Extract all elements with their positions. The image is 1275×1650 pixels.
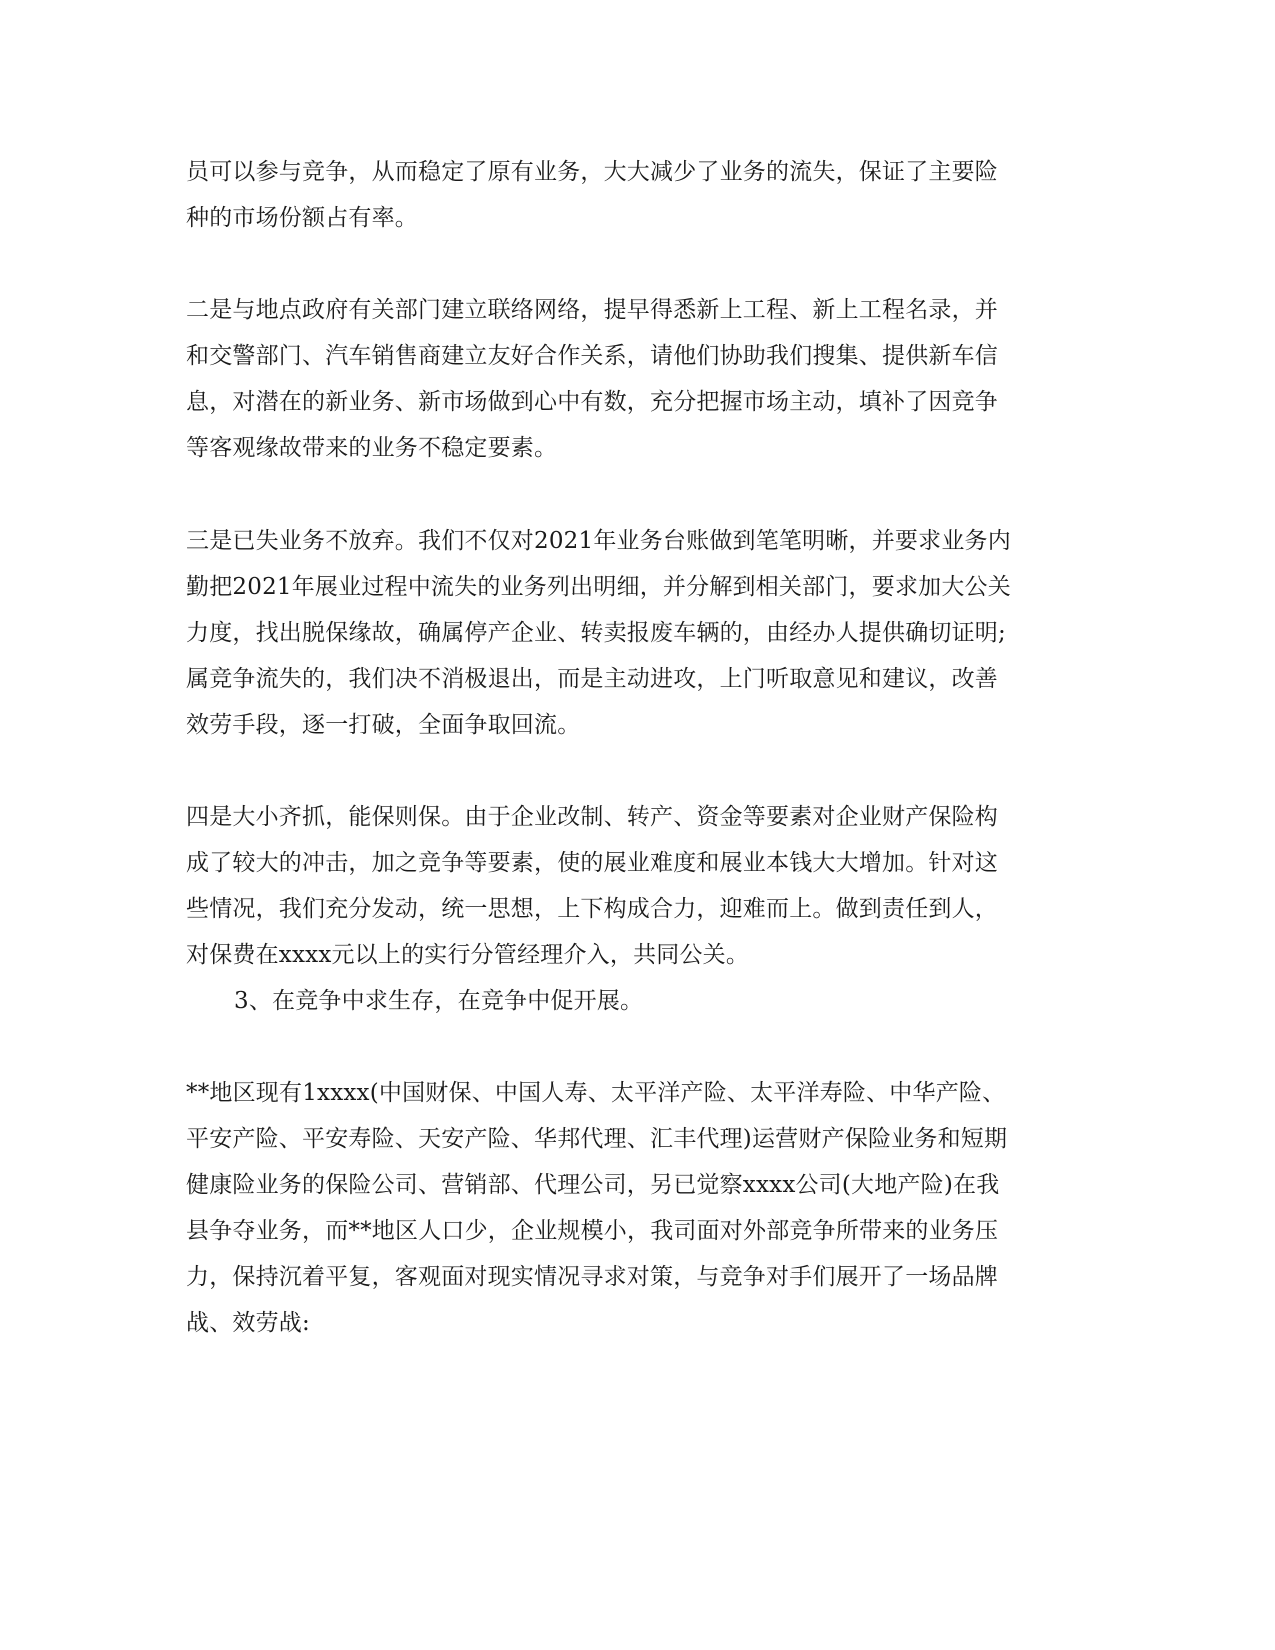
text-line: 成了较大的冲击，加之竞争等要素，使的展业难度和展业本钱大大增加。针对这	[186, 850, 998, 876]
text-line: 息，对潜在的新业务、新市场做到心中有数，充分把握市场主动，填补了因竞争	[186, 389, 998, 415]
text-line: 些情况，我们充分发动，统一思想，上下构成合力，迎难而上。做到责任到人，	[186, 896, 998, 922]
text-line: 属竞争流失的，我们决不消极退出，而是主动进攻，上门听取意见和建议，改善	[186, 666, 998, 692]
text-line: 三是已失业务不放弃。我们不仅对2021年业务台账做到笔笔明晰，并要求业务内	[186, 528, 1011, 554]
text-line: 健康险业务的保险公司、营销部、代理公司，另已觉察xxxx公司(大地产险)在我	[186, 1172, 1000, 1198]
text-line: 四是大小齐抓，能保则保。由于企业改制、转产、资金等要素对企业财产保险构	[186, 804, 998, 830]
text-line: 勤把2021年展业过程中流失的业务列出明细，并分解到相关部门，要求加大公关	[186, 574, 1011, 600]
text-line: 县争夺业务，而**地区人口少，企业规模小，我司面对外部竞争所带来的业务压	[186, 1218, 999, 1244]
text-line: 和交警部门、汽车销售商建立友好合作关系，请他们协助我们搜集、提供新车信	[186, 343, 998, 369]
text-line: 平安产险、平安寿险、天安产险、华邦代理、汇丰代理)运营财产保险业务和短期	[186, 1126, 1008, 1152]
text-line: 员可以参与竞争，从而稳定了原有业务，大大减少了业务的流失，保证了主要险	[186, 159, 998, 185]
text-line: 种的市场份额占有率。	[186, 205, 418, 231]
text-line: 二是与地点政府有关部门建立联络网络，提早得悉新上工程、新上工程名录，并	[186, 297, 998, 323]
text-line: 效劳手段，逐一打破，全面争取回流。	[186, 712, 581, 738]
text-line: 对保费在xxxx元以上的实行分管经理介入，共同公关。	[186, 942, 750, 968]
text-line: 力，保持沉着平复，客观面对现实情况寻求对策，与竞争对手们展开了一场品牌	[186, 1264, 998, 1290]
section-heading: 3、在竞争中求生存，在竞争中促开展。	[234, 988, 644, 1014]
text-line: 等客观缘故带来的业务不稳定要素。	[186, 435, 558, 461]
text-line: 战、效劳战:	[186, 1310, 310, 1336]
text-line: **地区现有1xxxx(中国财保、中国人寿、太平洋产险、太平洋寿险、中华产险、	[186, 1080, 1006, 1106]
text-line: 力度，找出脱保缘故，确属停产企业、转卖报废车辆的，由经办人提供确切证明;	[186, 620, 1006, 646]
